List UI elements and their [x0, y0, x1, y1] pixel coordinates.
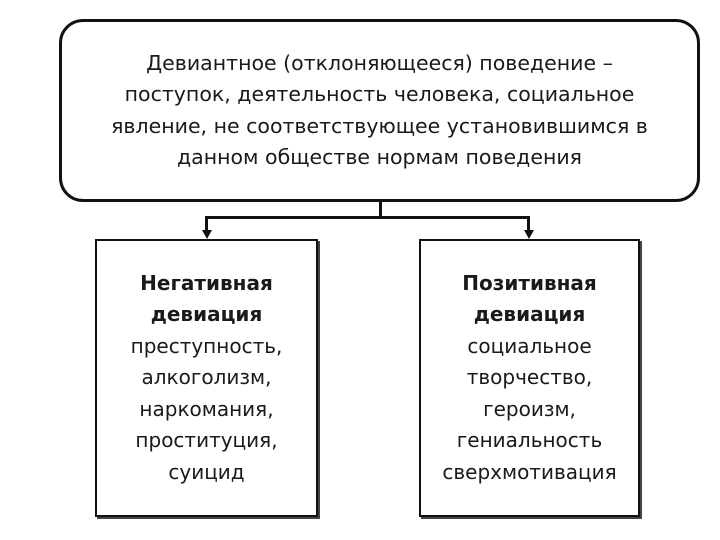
negative-deviation-box: [95, 239, 318, 517]
positive-item: творчество,: [466, 365, 593, 390]
connector-horizontal: [205, 216, 530, 219]
negative-item: проституция,: [135, 428, 278, 453]
negative-title-line-1: Негативная: [140, 270, 273, 295]
connector-left-drop: [205, 216, 208, 231]
negative-item: наркомания,: [139, 396, 274, 421]
positive-item: социальное: [467, 333, 592, 358]
positive-item: сверхмотивация: [442, 459, 617, 484]
positive-title-line-2: девиация: [473, 302, 586, 327]
definition-line-3: явление, не соответствующее установившимся в: [111, 113, 648, 138]
arrow-right-icon: [524, 230, 534, 239]
arrow-left-icon: [202, 230, 212, 239]
definition-line-2: поступок, деятельность человека, социальное: [124, 82, 635, 106]
positive-item: гениальность: [456, 428, 603, 453]
definition-line-4: данном обществе нормам поведения: [176, 145, 583, 169]
negative-title-line-2: девиация: [150, 302, 263, 327]
negative-item: суицид: [168, 459, 245, 484]
positive-deviation-box: [419, 239, 640, 517]
connector-right-drop: [527, 216, 530, 231]
positive-item: героизм,: [483, 396, 576, 421]
definition-line-1: Девиантное (отклоняющееся) поведение –: [146, 50, 613, 75]
negative-item: алкоголизм,: [141, 365, 272, 390]
negative-item: преступность,: [130, 333, 283, 358]
definition-box: [59, 19, 700, 202]
positive-title-line-1: Позитивная: [462, 270, 597, 295]
